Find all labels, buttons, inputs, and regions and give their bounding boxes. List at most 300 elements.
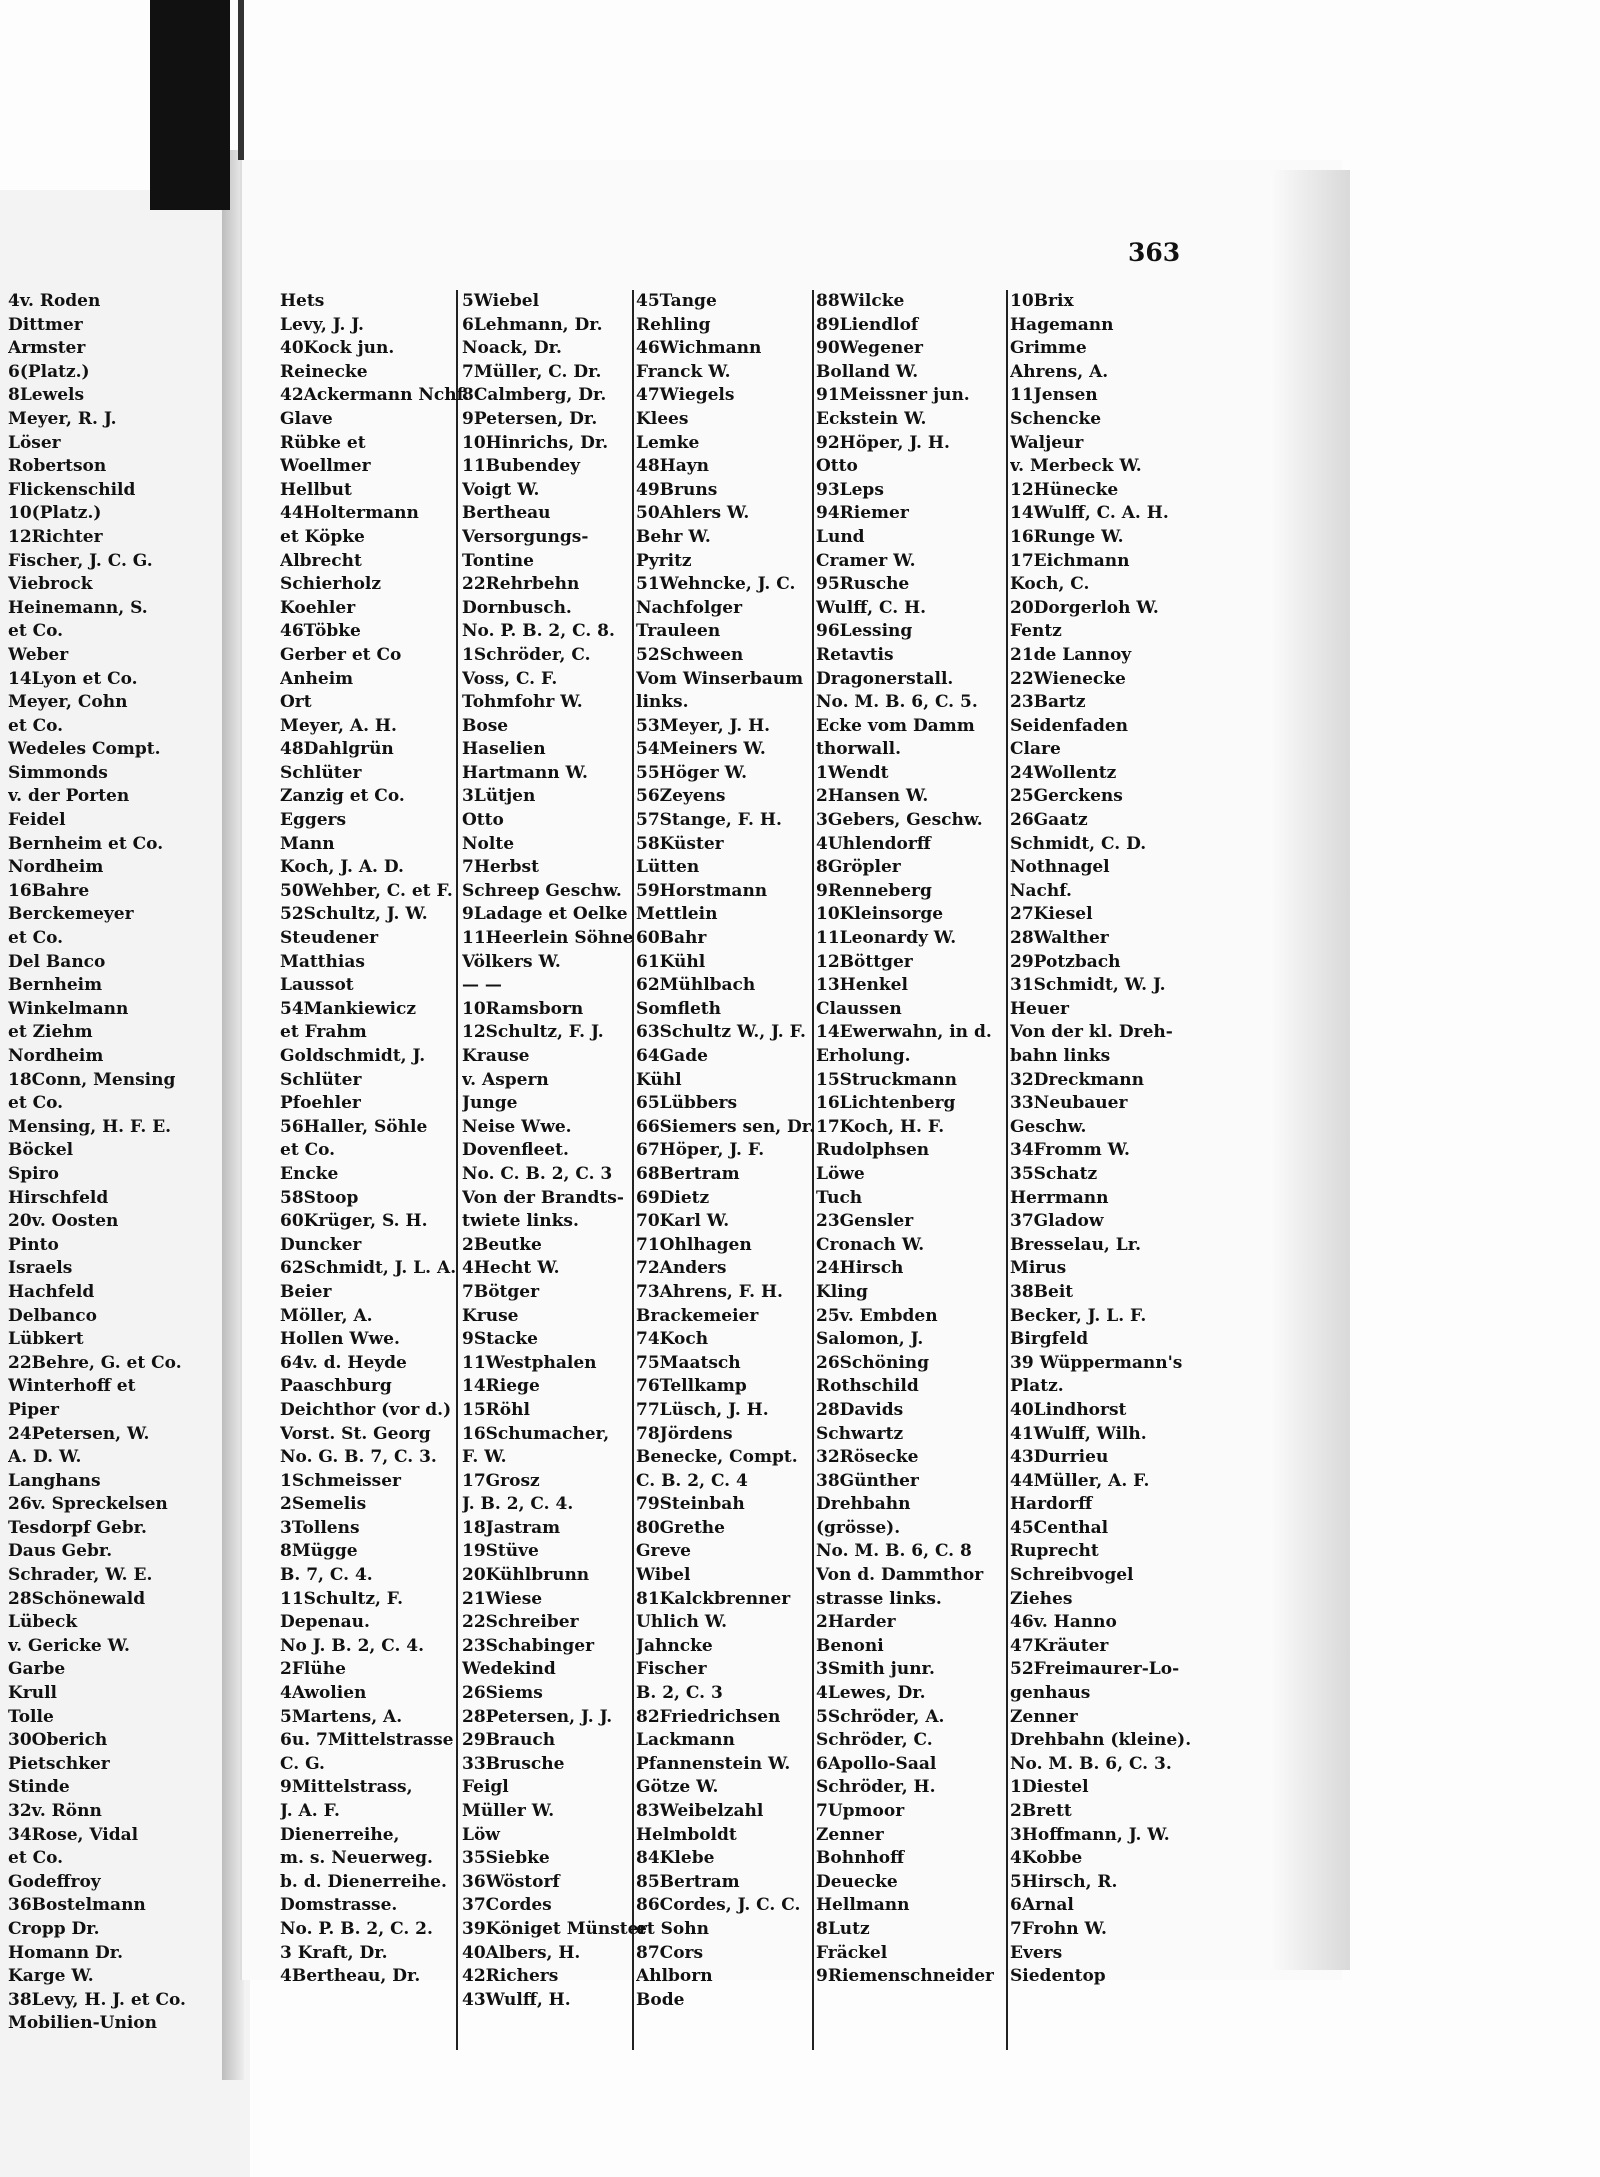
directory-entry: Tohmfohr W. <box>462 692 583 713</box>
directory-entry: Dittmer <box>8 314 83 335</box>
directory-entry: Eckstein W. <box>816 408 927 429</box>
directory-entry: 66Siemers sen, Dr. <box>636 1116 816 1137</box>
directory-entry: Otto <box>816 456 858 477</box>
directory-entry: Stinde <box>8 1777 70 1798</box>
directory-entry: Kruse <box>462 1305 519 1326</box>
directory-column-2 <box>280 290 469 1989</box>
directory-entry: Löw <box>462 1824 500 1845</box>
directory-entry: Greve <box>636 1541 691 1562</box>
directory-entry: 10(Platz.) <box>8 503 102 524</box>
directory-entry: Bernheim et Co. <box>8 833 164 854</box>
directory-entry: Rothschild <box>816 1376 919 1397</box>
directory-entry: Fräckel <box>816 1942 888 1963</box>
directory-entry: Lütten <box>636 857 700 878</box>
directory-entry: Vorst. St. Georg <box>280 1423 431 1444</box>
directory-entry: Neise Wwe. <box>462 1116 572 1137</box>
directory-entry: 28Walther <box>1010 928 1109 949</box>
directory-entry: Völkers W. <box>462 951 561 972</box>
directory-entry: (grösse). <box>816 1517 901 1538</box>
directory-entry: 31Schmidt, W. J. <box>1010 975 1166 996</box>
directory-entry: 5Hirsch, R. <box>1010 1871 1118 1892</box>
directory-entry: 21Wiese <box>462 1588 543 1609</box>
directory-entry: Rübke et <box>280 432 366 453</box>
directory-entry: 75Maatsch <box>636 1352 741 1373</box>
directory-entry: Von d. Dammthor <box>816 1565 984 1586</box>
directory-entry: Robertson <box>8 456 107 477</box>
directory-entry: Delbanco <box>8 1305 97 1326</box>
directory-entry: Zenner <box>1010 1706 1078 1727</box>
directory-entry: Brackemeier <box>636 1305 759 1326</box>
directory-entry: Klees <box>636 408 689 429</box>
directory-entry: 38Günther <box>816 1470 919 1491</box>
directory-entry: 7Müller, C. Dr. <box>462 361 602 382</box>
directory-entry: Hollen Wwe. <box>280 1329 400 1350</box>
directory-entry: 69Dietz <box>636 1187 710 1208</box>
directory-entry: 54Meiners W. <box>636 739 766 760</box>
directory-entry: 5Martens, A. <box>280 1706 403 1727</box>
directory-entry: 5Wiebel <box>462 291 540 311</box>
directory-entry: Claussen <box>816 998 902 1019</box>
directory-entry: Gerber et Co <box>280 644 402 665</box>
directory-entry: Böckel <box>8 1140 74 1161</box>
directory-entry: Drehbahn <box>816 1494 911 1515</box>
directory-entry: 68Bertram <box>636 1163 740 1184</box>
directory-entry: 47Wiegels <box>636 385 735 406</box>
directory-entry: Meyer, Cohn <box>8 692 128 713</box>
directory-entry: 23Gensler <box>816 1211 914 1232</box>
directory-entry: 2Beutke <box>462 1234 542 1255</box>
directory-entry: 7Frohn W. <box>1010 1918 1107 1939</box>
directory-entry: 26Siems <box>462 1683 543 1704</box>
directory-entry: 11Leonardy W. <box>816 928 957 949</box>
directory-entry: 2Hansen W. <box>816 786 929 807</box>
directory-entry: Clare <box>1010 739 1061 760</box>
directory-entry: 9Stacke <box>462 1329 538 1350</box>
directory-entry: Herrmann <box>1010 1187 1109 1208</box>
directory-entry: B. 2, C. 3 <box>636 1683 723 1704</box>
directory-entry: 14Riege <box>462 1376 540 1397</box>
directory-entry: 7Herbst <box>462 857 539 878</box>
directory-entry: Mettlein <box>636 904 718 925</box>
directory-entry: 10Hinrichs, Dr. <box>462 432 609 453</box>
directory-entry: Bolland W. <box>816 361 919 382</box>
directory-entry: 4Kobbe <box>1010 1848 1083 1869</box>
directory-entry: 3Hoffmann, J. W. <box>1010 1824 1170 1845</box>
directory-entry: Müller W. <box>462 1801 555 1821</box>
directory-entry: 64v. d. Heyde <box>280 1352 407 1373</box>
directory-entry: J. A. F. <box>280 1801 340 1821</box>
directory-entry: Duncker <box>280 1234 362 1255</box>
directory-entry: 9Mittelstrass, <box>280 1777 413 1798</box>
directory-entry: 34Rose, Vidal <box>8 1824 139 1845</box>
directory-entry: 16Lichtenberg <box>816 1093 956 1114</box>
directory-entry: 30Oberich <box>8 1730 108 1751</box>
directory-entry: Heinemann, S. <box>8 597 148 618</box>
directory-entry: A. D. W. <box>8 1447 82 1468</box>
directory-entry: Hagemann <box>1010 314 1114 335</box>
directory-entry: 70Karl W. <box>636 1211 730 1232</box>
directory-entry: No. C. B. 2, C. 3 <box>462 1163 613 1184</box>
directory-entry: Franck W. <box>636 361 731 382</box>
directory-entry: 26Gaatz <box>1010 810 1088 831</box>
directory-entry: 52Schultz, J. W. <box>280 904 428 925</box>
directory-entry: 9Riemenschneider <box>816 1966 994 1987</box>
directory-entry: Benoni <box>816 1635 884 1656</box>
directory-entry: Tolle <box>8 1706 54 1727</box>
directory-entry: 37Cordes <box>462 1895 552 1916</box>
directory-entry: 26v. Spreckelsen <box>8 1494 168 1515</box>
directory-entry: Schreibvogel <box>1010 1565 1134 1586</box>
directory-entry: Hellmann <box>816 1895 910 1916</box>
directory-entry: et Köpke <box>280 526 365 547</box>
directory-column-1 <box>8 290 186 2036</box>
directory-entry: 11Jensen <box>1010 385 1098 406</box>
directory-entry: 26Schöning <box>816 1352 930 1373</box>
directory-entry: Krull <box>8 1683 58 1704</box>
directory-entry: 8Mügge <box>280 1541 358 1562</box>
directory-entry: Feidel <box>8 810 66 831</box>
directory-entry: Nordheim <box>8 857 104 878</box>
directory-entry: 25v. Embden <box>816 1305 938 1326</box>
directory-entry: Schlüter <box>280 762 362 783</box>
directory-entry: Grimme <box>1010 338 1087 359</box>
directory-entry: 28Petersen, J. J. <box>462 1706 613 1727</box>
directory-entry: 80Grethe <box>636 1517 725 1538</box>
directory-entry: 84Klebe <box>636 1848 715 1869</box>
directory-entry: Kling <box>816 1281 868 1302</box>
directory-entry: 21de Lannoy <box>1010 644 1132 665</box>
directory-entry: 16Runge W. <box>1010 526 1124 547</box>
directory-entry: 65Lübbers <box>636 1093 738 1114</box>
directory-entry: 10Brix <box>1010 291 1074 311</box>
directory-entry: 12Richter <box>8 526 103 547</box>
directory-entry: Hellbut <box>280 479 352 500</box>
directory-entry: 40Albers, H. <box>462 1942 581 1963</box>
directory-entry: Haselien <box>462 739 546 760</box>
directory-entry: 77Lüsch, J. H. <box>636 1399 769 1420</box>
directory-entry: Bohnhoff <box>816 1848 905 1869</box>
directory-entry: 11Schultz, F. <box>280 1588 404 1609</box>
directory-entry: 58Stoop <box>280 1187 359 1208</box>
directory-entry: Deichthor (vor d.) <box>280 1399 452 1420</box>
directory-entry: Koch, C. <box>1010 574 1090 595</box>
directory-entry: et Co. <box>8 1093 64 1114</box>
directory-entry: Benecke, Compt. <box>636 1447 798 1468</box>
directory-entry: Meyer, R. J. <box>8 408 117 429</box>
directory-entry: 37Gladow <box>1010 1211 1104 1232</box>
directory-entry: 92Höper, J. H. <box>816 432 950 453</box>
directory-entry: 13Henkel <box>816 975 908 996</box>
directory-entry: Pfannenstein W. <box>636 1753 791 1774</box>
directory-column-5 <box>816 290 994 1989</box>
directory-entry: 24Petersen, W. <box>8 1423 150 1444</box>
directory-entry: 35Schatz <box>1010 1163 1098 1184</box>
directory-entry: 1Schmeisser <box>280 1470 401 1491</box>
directory-entry: thorwall. <box>816 739 901 760</box>
page-edge-stack <box>1270 170 1350 1970</box>
directory-entry: Ort <box>280 692 312 713</box>
directory-entry: Pyritz <box>636 550 692 571</box>
directory-entry: Albrecht <box>280 550 362 571</box>
directory-entry: Ziehes <box>1010 1588 1073 1609</box>
directory-entry: 53Meyer, J. H. <box>636 715 771 736</box>
directory-entry: Paaschburg <box>280 1376 392 1397</box>
directory-entry: Tontine <box>462 550 534 571</box>
page-number: 363 <box>1128 238 1181 267</box>
directory-entry: Berckemeyer <box>8 904 134 925</box>
directory-entry: 43Durrieu <box>1010 1447 1109 1468</box>
directory-entry: 6Lehmann, Dr. <box>462 314 603 335</box>
directory-entry: Schwartz <box>816 1423 904 1444</box>
directory-entry: 17Koch, H. F. <box>816 1116 945 1137</box>
directory-entry: et Sohn <box>636 1918 709 1939</box>
directory-entry: Bresselau, Lr. <box>1010 1234 1142 1255</box>
directory-entry: 62Schmidt, J. L. A. <box>280 1258 457 1279</box>
directory-entry: Helmboldt <box>636 1824 737 1845</box>
directory-entry: 33Neubauer <box>1010 1093 1128 1114</box>
directory-entry: Versorgungs- <box>462 526 589 547</box>
directory-entry: 61Kühl <box>636 951 706 972</box>
directory-entry: 32v. Rönn <box>8 1801 102 1821</box>
directory-entry: Bose <box>462 715 509 736</box>
directory-entry: 1Schröder, C. <box>462 644 591 665</box>
directory-entry: 39Königet Münster <box>462 1918 648 1939</box>
directory-entry: Wedekind <box>462 1659 556 1680</box>
directory-entry: Viebrock <box>8 574 93 595</box>
directory-entry: 24Wollentz <box>1010 762 1117 783</box>
directory-entry: 48Hayn <box>636 456 709 477</box>
directory-entry: 55Höger W. <box>636 762 747 783</box>
directory-entry: Schrader, W. E. <box>8 1565 153 1586</box>
directory-entry: 44Holtermann <box>280 503 419 524</box>
directory-entry: 9Petersen, Dr. <box>462 408 598 429</box>
directory-entry: b. d. Dienerreihe. <box>280 1871 447 1892</box>
directory-entry: 32Rösecke <box>816 1447 919 1468</box>
directory-entry: 20v. Oosten <box>8 1211 119 1232</box>
directory-entry: Winterhoff et <box>8 1376 136 1397</box>
directory-entry: 11Westphalen <box>462 1352 597 1373</box>
directory-entry: 95Rusche <box>816 574 910 595</box>
directory-entry: Cropp Dr. <box>8 1918 100 1939</box>
directory-column-4 <box>636 290 815 2012</box>
directory-entry: Pietschker <box>8 1753 110 1774</box>
directory-entry: Pinto <box>8 1234 59 1255</box>
directory-entry: 34Fromm W. <box>1010 1140 1130 1161</box>
directory-entry: v. Merbeck W. <box>1010 456 1142 477</box>
directory-entry: 38Beit <box>1010 1281 1074 1302</box>
directory-entry: Dienerreihe, <box>280 1824 400 1845</box>
directory-entry: 40Lindhorst <box>1010 1399 1127 1420</box>
directory-entry: Wulff, C. H. <box>816 597 927 618</box>
directory-entry: No. P. B. 2, C. 2. <box>280 1918 433 1939</box>
directory-entry: 83Weibelzahl <box>636 1801 764 1821</box>
directory-entry: 4Bertheau, Dr. <box>280 1966 421 1987</box>
directory-entry: Goldschmidt, J. <box>280 1046 426 1066</box>
directory-entry: 28Davids <box>816 1399 904 1420</box>
directory-entry: 36Bostelmann <box>8 1895 146 1916</box>
directory-entry: 35Siebke <box>462 1848 550 1869</box>
directory-entry: Ecke vom Damm <box>816 715 975 736</box>
directory-entry: 22Behre, G. et Co. <box>8 1352 182 1373</box>
directory-entry: Nothnagel <box>1010 857 1110 878</box>
directory-entry: 86Cordes, J. C. C. <box>636 1895 801 1916</box>
directory-entry: No. G. B. 7, C. 3. <box>280 1447 437 1468</box>
directory-entry: 32Dreckmann <box>1010 1069 1145 1090</box>
directory-entry: 22Rehrbehn <box>462 574 580 595</box>
directory-entry: Zenner <box>816 1824 884 1845</box>
directory-entry: Zanzig et Co. <box>280 786 405 807</box>
directory-entry: 23Bartz <box>1010 692 1086 713</box>
directory-entry: Levy, J. J. <box>280 314 364 335</box>
directory-entry: Schröder, C. <box>816 1730 933 1751</box>
directory-entry: 42Ackermann Nchf. <box>280 385 470 406</box>
directory-entry: 33Brusche <box>462 1753 565 1774</box>
directory-entry: 22Wienecke <box>1010 668 1126 689</box>
directory-entry: 2Flühe <box>280 1659 346 1680</box>
directory-entry: 46Wichmann <box>636 338 762 359</box>
directory-entry: Krause <box>462 1046 530 1066</box>
directory-entry: No. M. B. 6, C. 8 <box>816 1541 972 1562</box>
directory-entry: 44Müller, A. F. <box>1010 1470 1150 1491</box>
directory-entry: Behr W. <box>636 526 711 547</box>
directory-entry: et Co. <box>8 1848 64 1869</box>
directory-entry: Junge <box>462 1093 518 1114</box>
directory-entry: 11Bubendey <box>462 456 581 477</box>
directory-entry: Löser <box>8 432 61 453</box>
directory-entry: Erholung. <box>816 1046 911 1066</box>
directory-entry: 2Semelis <box>280 1494 367 1515</box>
directory-entry: Mobilien-Union <box>8 2013 157 2034</box>
directory-entry: 46Töbke <box>280 621 361 642</box>
directory-entry: Schröder, H. <box>816 1777 936 1798</box>
directory-entry: Von der Brandts- <box>462 1187 624 1208</box>
directory-entry: 90Wegener <box>816 338 924 359</box>
directory-entry: 82Friedrichsen <box>636 1706 781 1727</box>
directory-entry: 56Haller, Söhle <box>280 1116 428 1137</box>
directory-entry: Voss, C. F. <box>462 668 558 689</box>
directory-entry: 14Ewerwahn, in d. <box>816 1022 992 1043</box>
directory-entry: Bertheau <box>462 503 551 524</box>
directory-entry: 1Diestel <box>1010 1777 1089 1798</box>
directory-entry: 11Heerlein Söhne <box>462 928 634 949</box>
directory-entry: 87Cors <box>636 1942 704 1963</box>
directory-entry: Hartmann W. <box>462 762 588 783</box>
directory-entry: Lübeck <box>8 1612 78 1633</box>
directory-entry: Seidenfaden <box>1010 715 1129 736</box>
directory-entry: Hachfeld <box>8 1281 95 1302</box>
directory-entry: Bode <box>636 1989 685 2010</box>
directory-entry: Daus Gebr. <box>8 1541 113 1562</box>
directory-entry: 52Freimaurer-Lo- <box>1010 1659 1180 1680</box>
directory-entry: Del Banco <box>8 951 106 972</box>
directory-entry: No. M. B. 6, C. 5. <box>816 692 978 713</box>
directory-entry: Nachf. <box>1010 880 1072 901</box>
directory-entry: 38Levy, H. J. et Co. <box>8 1989 186 2010</box>
directory-entry: Heuer <box>1010 998 1070 1019</box>
directory-entry: Langhans <box>8 1470 101 1491</box>
directory-entry: Salomon, J. <box>816 1329 924 1350</box>
directory-entry: Glave <box>280 408 333 429</box>
directory-entry: B. 7, C. 4. <box>280 1565 373 1586</box>
directory-entry: Eggers <box>280 810 347 831</box>
directory-entry: Meyer, A. H. <box>280 715 397 736</box>
directory-entry: 22Schreiber <box>462 1612 579 1633</box>
directory-entry: Dornbusch. <box>462 597 572 618</box>
directory-entry: 60Krüger, S. H. <box>280 1211 428 1232</box>
directory-entry: Siedentop <box>1010 1966 1106 1987</box>
directory-entry: et Co. <box>8 715 64 736</box>
directory-entry: Israels <box>8 1258 73 1279</box>
directory-entry: Koehler <box>280 597 356 618</box>
directory-entry: Birgfeld <box>1010 1329 1089 1350</box>
directory-entry: Evers <box>1010 1942 1063 1963</box>
directory-entry: 12Böttger <box>816 951 913 972</box>
directory-entry: Laussot <box>280 975 354 996</box>
directory-entry: 50Ahlers W. <box>636 503 750 524</box>
directory-entry: et Ziehm <box>8 1022 93 1043</box>
directory-entry: 76Tellkamp <box>636 1376 747 1397</box>
directory-entry: Piper <box>8 1399 59 1420</box>
directory-entry: Bernheim <box>8 975 103 996</box>
directory-entry: Schencke <box>1010 408 1102 429</box>
directory-entry: Nachfolger <box>636 597 743 618</box>
directory-entry: 71Ohlhagen <box>636 1234 752 1255</box>
directory-entry: Rehling <box>636 314 711 335</box>
directory-entry: No. M. B. 6, C. 3. <box>1010 1753 1172 1774</box>
directory-entry: Somfleth <box>636 998 721 1019</box>
directory-entry: Platz. <box>1010 1376 1064 1397</box>
directory-entry: Trauleen <box>636 621 721 642</box>
directory-entry: J. B. 2, C. 4. <box>462 1494 574 1515</box>
directory-entry: 3Lütjen <box>462 786 536 807</box>
directory-entry: 14Lyon et Co. <box>8 668 138 689</box>
directory-entry: 40Kock jun. <box>280 338 395 359</box>
directory-entry: 4Hecht W. <box>462 1258 560 1279</box>
directory-entry: 6Apollo-Saal <box>816 1753 937 1774</box>
directory-entry: et Frahm <box>280 1022 367 1043</box>
directory-entry: m. s. Neuerweg. <box>280 1848 433 1869</box>
directory-entry: 41Wulff, Wilh. <box>1010 1423 1147 1444</box>
directory-entry: 64Gade <box>636 1046 708 1066</box>
directory-entry: Dragonerstall. <box>816 668 954 689</box>
directory-entry: Lackmann <box>636 1730 735 1751</box>
directory-entry: 7Bötger <box>462 1281 540 1302</box>
directory-entry: 62Mühlbach <box>636 975 756 996</box>
directory-entry: 94Riemer <box>816 503 909 524</box>
directory-entry: 91Meissner jun. <box>816 385 970 406</box>
directory-entry: 4Awolien <box>280 1683 367 1704</box>
directory-entry: et Co. <box>280 1140 336 1161</box>
directory-entry: 9Renneberg <box>816 880 932 901</box>
directory-entry: Götze W. <box>636 1777 719 1798</box>
directory-entry: Retavtis <box>816 644 894 665</box>
directory-entry: 3 Kraft, Dr. <box>280 1942 388 1963</box>
directory-entry: Lemke <box>636 432 700 453</box>
directory-entry: Mensing, H. F. E. <box>8 1116 172 1137</box>
directory-entry: Tuch <box>816 1187 863 1208</box>
directory-entry: Fischer, J. C. G. <box>8 550 153 571</box>
directory-entry: 15Struckmann <box>816 1069 957 1090</box>
directory-entry: 15Röhl <box>462 1399 530 1420</box>
directory-entry: v. der Porten <box>8 786 130 807</box>
directory-entry: 29Potzbach <box>1010 951 1121 972</box>
directory-entry: strasse links. <box>816 1588 942 1609</box>
directory-entry: 7Upmoor <box>816 1801 905 1821</box>
directory-entry: 29Brauch <box>462 1730 556 1751</box>
directory-entry: Mann <box>280 833 335 854</box>
directory-entry: v. Gericke W. <box>8 1635 130 1656</box>
directory-entry: 74Koch <box>636 1329 709 1350</box>
